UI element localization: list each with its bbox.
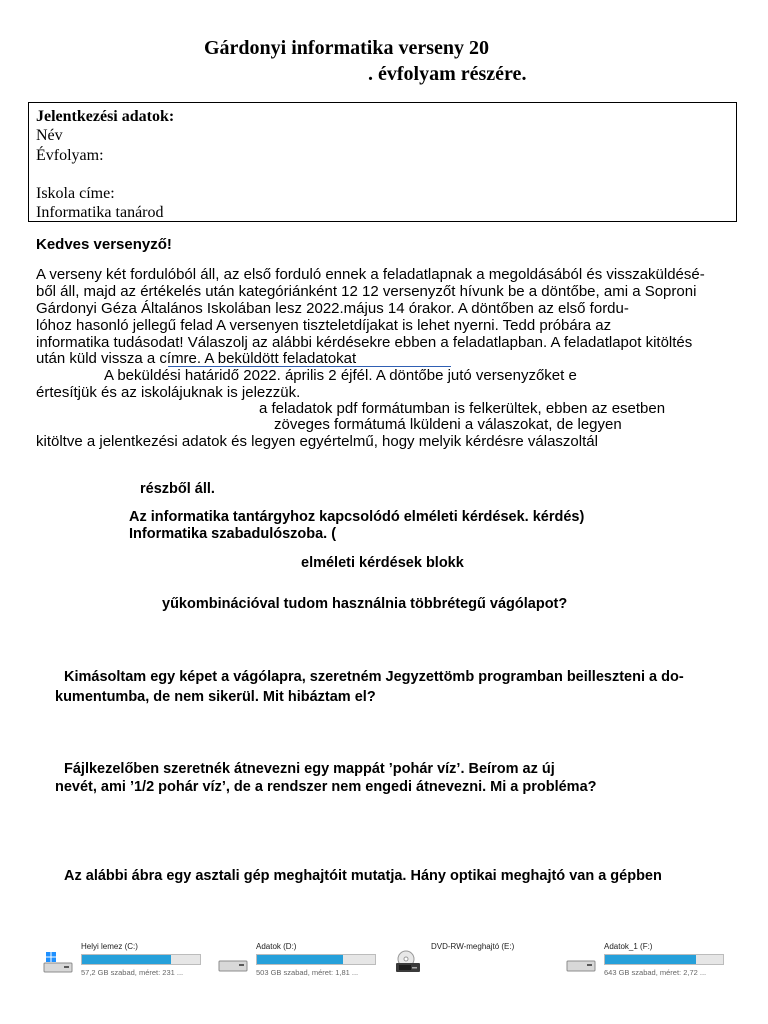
question-4: Az alábbi ábra egy asztali gép meghajtóit mutatja. Hány optikai meghajtó van a gépben [64, 868, 662, 884]
school-label: Iskola címe: [36, 185, 115, 202]
drive-name: Adatok (D:) [256, 942, 297, 951]
question-3-line2: nevét, ami ’1/2 pohár víz’, de a rendszer nem engedi átnevezni. Mi a probléma? [55, 779, 597, 795]
drive-f[interactable] [566, 942, 741, 982]
dvd-drive-icon [393, 950, 423, 974]
drive-name: DVD-RW-meghajtó (E:) [431, 942, 515, 951]
intro-line: informatika tudásodat! Válaszolj az alábbi kérdésekre ebben a feladatlapban. A feladatlapot kitöltés [36, 334, 693, 351]
block-title: elméleti kérdések blokk [301, 555, 464, 571]
drive-status: 57,2 GB szabad, méret: 231 ... [81, 968, 184, 977]
intro-line: értesítjük és az iskolájuknak is jelezzük. [36, 384, 301, 401]
part-1: Az informatika tantárgyhoz kapcsolódó elméleti kérdések. kérdés) [129, 509, 585, 525]
windows-drive-icon [43, 950, 73, 974]
registration-box [28, 102, 737, 222]
intro-line: A verseny két fordulóból áll, az első forduló ennek a feladatlapnak a megoldásából és visszaküldésé- [36, 266, 705, 283]
drive-usage-bar [256, 954, 376, 965]
intro-line: a feladatok pdf formátumban is felkerültek, ebben az esetben [259, 400, 666, 417]
drive-name: Adatok_1 (F:) [604, 942, 653, 951]
drive-usage-bar [81, 954, 201, 965]
hard-drive-icon [218, 950, 248, 974]
drive-status: 643 GB szabad, méret: 2,72 ... [604, 968, 707, 977]
parts-text: részből áll. [140, 481, 215, 497]
part-2: Informatika szabadulószoba. ( [129, 526, 337, 542]
intro-line: Gárdonyi Géza Általános Iskolában lesz 2022.május 14 órakor. A döntőben az első fordu- [36, 300, 629, 317]
drive-c[interactable] [43, 942, 218, 982]
intro-line: ből áll, majd az értékelés után kategóriánként 12 12 versenyzőt hívunk be a döntőbe, ami a Soproni [36, 283, 697, 300]
drive-status: 503 GB szabad, méret: 1,81 ... [256, 968, 359, 977]
question-3-line1: Fájlkezelőben szeretnék átnevezni egy mappát ’pohár víz’. Beírom az új [64, 761, 555, 777]
drive-e[interactable] [393, 942, 568, 982]
drive-name: Helyi lemez (C:) [81, 942, 138, 951]
intro-line: A beküldési határidő 2022. április 2 éjfél. A döntőbe jutó versenyzőket e [104, 367, 577, 384]
teacher-label: Informatika tanárod [36, 204, 164, 221]
question-2-line2: kumentumba, de nem sikerül. Mit hibáztam el? [55, 689, 376, 705]
hard-drive-icon [566, 950, 596, 974]
intro-line: zöveges formátumá lküldeni a válaszokat, de legyen [274, 416, 622, 433]
grade-label: Évfolyam: [36, 147, 104, 164]
greeting: Kedves versenyző! [36, 236, 172, 253]
page-title-line1: Gárdonyi informatika verseny 20 [204, 37, 489, 59]
question-2-line1: Kimásoltam egy képet a vágólapra, szeretném Jegyzettömb programban beilleszteni a do- [64, 669, 684, 685]
intro-line: kitöltve a jelentkezési adatok és legyen egyértelmű, hogy melyik kérdésre válaszoltál [36, 433, 598, 450]
registration-heading: Jelentkezési adatok: [36, 108, 175, 125]
question-1: yűkombinációval tudom használnia többrétegű vágólapot? [162, 596, 568, 612]
drive-usage-bar [604, 954, 724, 965]
page-title-line2: . évfolyam részére. [368, 63, 527, 85]
drive-d[interactable] [218, 942, 393, 982]
intro-line: lóhoz hasonló jellegű felad A versenyen tiszteletdíjakat is lehet nyerni. Tedd próbára az [36, 317, 612, 334]
name-label: Név [36, 127, 63, 144]
intro-line: után küld vissza a címre. A beküldött feladatokat [36, 350, 357, 367]
